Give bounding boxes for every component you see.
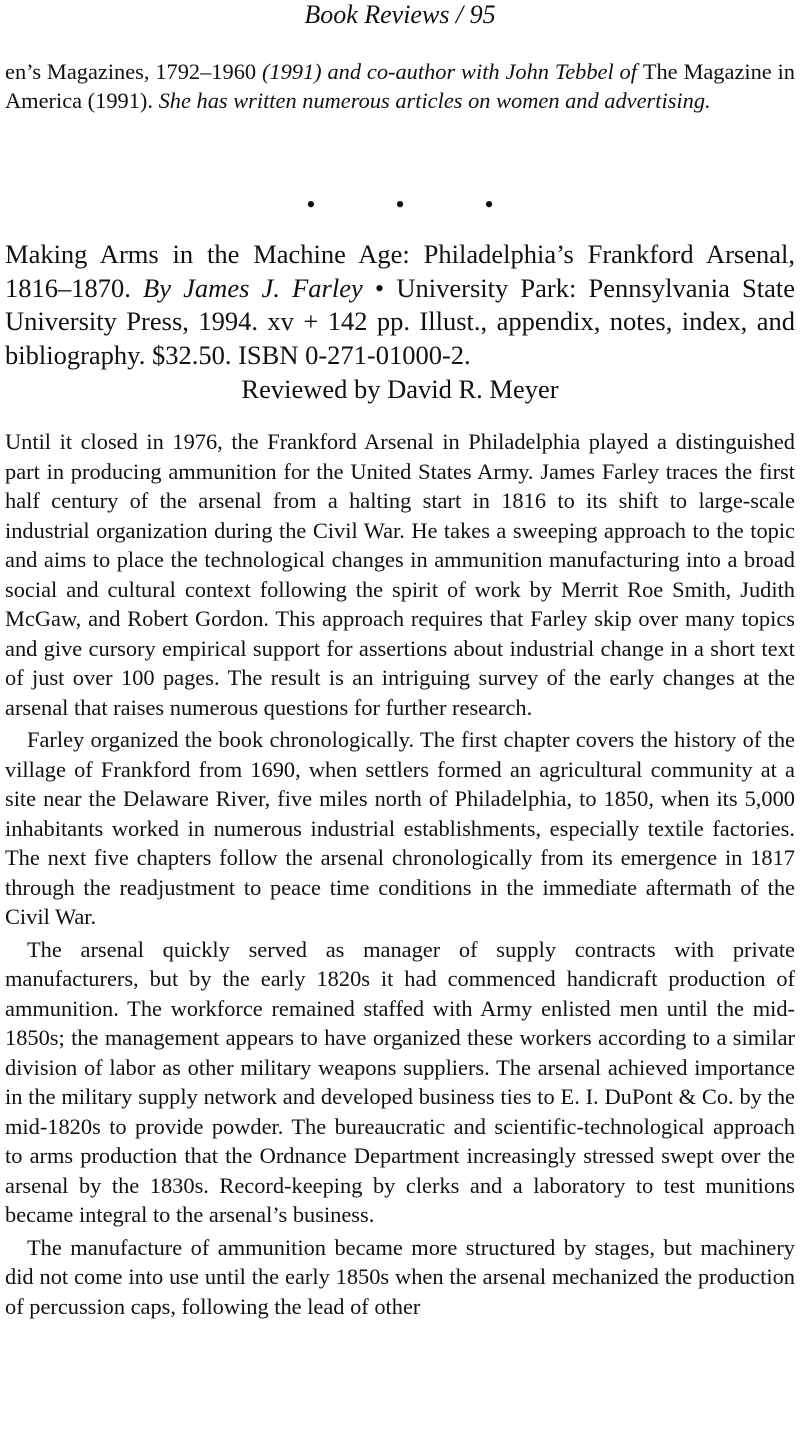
book-author: By James J. Farley: [143, 272, 363, 303]
section-separator: [0, 190, 800, 220]
separator-bullet: •: [395, 190, 405, 219]
review-paragraph: Until it closed in 1976, the Frankford Arsenal in Philadelphia played a distinguished part in producing ammunition for the United States Army. James Farley traces the first half century of the arsenal from a halting start in 1816 to its shift to large-scale industrial organization during the Civil War. He takes a sweeping approach to the topic and aims to place the technological changes in ammunition manufacturing into a broad social and cultural context following the spirit of work by Merrit Roe Smith, Judith McGaw, and Robert Gordon. This approach requires that Farley skip over many topics and give cursory empirical support for assertions about industrial change in a short text of just over 100 pages. The result is an intriguing survey of the early changes at the arsenal that raises numerous questions for further research.: [5, 429, 795, 720]
review-paragraph: The arsenal quickly served as manager of supply contracts with private manufacturers, but by the early 1820s it had commenced handicraft production of ammunition. The workforce remained staffed with Army enlisted men until the mid-1850s; the management appears to have organized these workers according to a similar division of labor as other military weapons suppliers. The arsenal achieved importance in the military supply network and developed business ties to E. I. DuPont & Co. by the mid-1820s to provide powder. The bureaucratic and scientific-technological approach to arms production that the Ordnance Department increasingly stressed swept over the arsenal by the 1830s. Record-keeping by clerks and a laboratory to test munitions became integral to the arsenal’s business.: [5, 936, 795, 1227]
citation-bullet: •: [362, 272, 397, 303]
review-paragraph: Farley organized the book chronologically. The first chapter covers the history of the village of Frankford from 1690, when settlers formed an agricultural community at a site near the Delaware River, five miles north of Philadelphia, to 1850, when its 5,000 inhabitants worked in numerous industrial establishments, especially textile factories. The next five chapters follow the arsenal chronologically from its emergence in 1817 through the readjustment to peace time conditions in the immediate aftermath of the Civil War.: [5, 727, 795, 929]
book-publication: University Park: Pennsylvania State University Press, 1994. xv + 142 pp. Illust., appendix, notes, index, and bibliography. $32.50. ISBN 0-271-01000-2.: [5, 272, 795, 370]
separator-bullet: •: [306, 190, 316, 219]
contributor-note: [5, 58, 795, 115]
reviewer-line: Reviewed by David R. Meyer: [241, 374, 559, 404]
book-citation: [5, 238, 795, 372]
intro-text-3: The Magazine in America (1991).: [5, 59, 795, 113]
intro-text-1: en’s Magazines, 1792–1960: [5, 59, 262, 84]
separator-bullet: •: [484, 190, 494, 219]
intro-text-4: She has written numerous articles on women and advertising.: [158, 87, 711, 113]
previous-review-end: [5, 58, 795, 115]
review-body: [5, 427, 795, 1321]
book-title: Making Arms in the Machine Age: Philadelphia’s Frankford Arsenal, 1816–1870.: [5, 239, 795, 303]
review-paragraph: The manufacture of ammunition became more structured by stages, but machinery did not come into use until the early 1850s when the arsenal mechanized the production of percussion caps, following the lead of other: [5, 1234, 795, 1319]
intro-text-2: (1991) and co-author with John Tebbel of: [261, 59, 643, 84]
running-head: Book Reviews / 95: [304, 0, 496, 29]
